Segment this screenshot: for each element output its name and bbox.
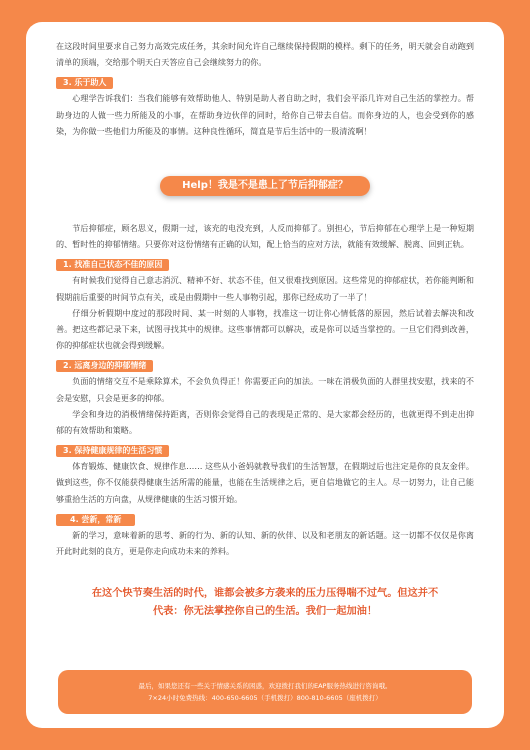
stay-away-paragraph-2: 学会和身边的消极情绪保持距离，否则你会觉得自己的表现是正常的、是大家都会经历的，也就更得不到走出抑郁的有效帮助和策略。 bbox=[56, 408, 474, 436]
section-heading-healthy-habits: 3. 保持健康规律的生活习惯 bbox=[56, 445, 169, 457]
section-heading-find-cause: 1. 找准自己状态不佳的原因 bbox=[56, 259, 169, 271]
content-card bbox=[26, 22, 504, 728]
section-heading-try-new: 4. 尝新，常新 bbox=[56, 514, 135, 526]
closing-line-2: 代表：你无法掌控你自己的生活。我们一起加油！ bbox=[152, 606, 378, 618]
try-new-paragraph: 新的学习，意味着新的思考、新的行为、新的认知、新的伙伴、以及和老朋友的新话题。这一切都不仅仅是你离开此时此刻的良方，更是你走向成功未来的养料。 bbox=[56, 529, 474, 557]
intro-paragraph: 在这段时间里要求自己努力高效完成任务，其余时间允许自己继续保持假期的模样。剩下的任务，明天就会自动跑到清单的顶端，交给那个明天白天答应自己会继续努力的你。 bbox=[56, 41, 474, 68]
post-holiday-depression-intro: 节后抑郁症，顾名思义，假期一过，该充的电没充到，人反而抑郁了。别担心，节后抑郁在心理学上是一种短期的、暂时性的抑郁情绪。只要你对这份情绪有正确的认知，配上恰当的应对方法，就能有效缓解、脱离、回到正轨。 bbox=[56, 223, 474, 250]
help-title-banner: Help！我是不是患上了节后抑郁症？ bbox=[160, 176, 370, 196]
section-heading-help-others: 3. 乐于助人 bbox=[56, 77, 113, 89]
closing-message bbox=[56, 585, 474, 621]
help-others-paragraph: 心理学告诉我们：当我们能够有效帮助他人、特别是助人者自助之时，我们会平添几许对自己生活的掌控力。帮助身边的人做一些力所能及的小事，在帮助身边伙伴的同时，给你自己带去自信。而你身边的人，也会受到你的感染，为你做一些他们力所能及的事情。这种良性循环，简直是节后生活中的一股清流啊！ bbox=[56, 93, 474, 136]
hotline-invite: 最后，如果您还有一些关于情感关系的困惑，欢迎拨打我们的EAP服务热线进行咨询哦。 bbox=[138, 682, 392, 690]
stay-away-paragraph-1: 负面的情绪交互不是乘除算术，不会负负得正！你需要正向的加法。一味在消极负面的人群里找安慰，找来的不会是安慰，只会是更多的抑郁。 bbox=[56, 376, 474, 403]
closing-line-1: 在这个快节奏生活的时代，谁都会被多方袭来的压力压得喘不过气。但这并不 bbox=[91, 588, 439, 600]
find-cause-paragraph-1: 有时候我们觉得自己意志消沉、精神不好、状态不佳，但又很难找到原因。这些常见的抑郁症状，若你能判断和假期前后重要的时间节点有关，或是由假期中一些人事物引起，那你已经成功了一半了！ bbox=[56, 275, 474, 302]
find-cause-paragraph-2: 仔细分析假期中度过的那段时间、某一时刻的人事物，找准这一切让你心情低落的原因，然后试着去解决和改善。把这些都记录下来，试图寻找其中的规律。这些事情都可以解决，或是你可以适当掌控的。一旦它们得到改善，你的抑郁症状也就会得到缓解。 bbox=[56, 307, 474, 351]
hotline-numbers: 7×24小时免费热线：400-650-6605（手机拨打）800-810-6605（座机拨打） bbox=[148, 694, 382, 702]
healthy-habits-paragraph: 体育锻炼、健康饮食、规律作息…… 这些从小爸妈就教导我们的生活智慧，在假期过后也注定是你的良友金伴。做到这些，你不仅能获得健康生活所需的能量，也能在生活规律之后，更自信地做它的主人。尽一切努力，让自己能够重拾生活的方向盘，从规律健康的生活习惯开始。 bbox=[56, 461, 474, 504]
hotline-footer bbox=[58, 670, 472, 714]
section-heading-stay-away: 2. 远离身边的抑郁情绪 bbox=[56, 360, 153, 372]
